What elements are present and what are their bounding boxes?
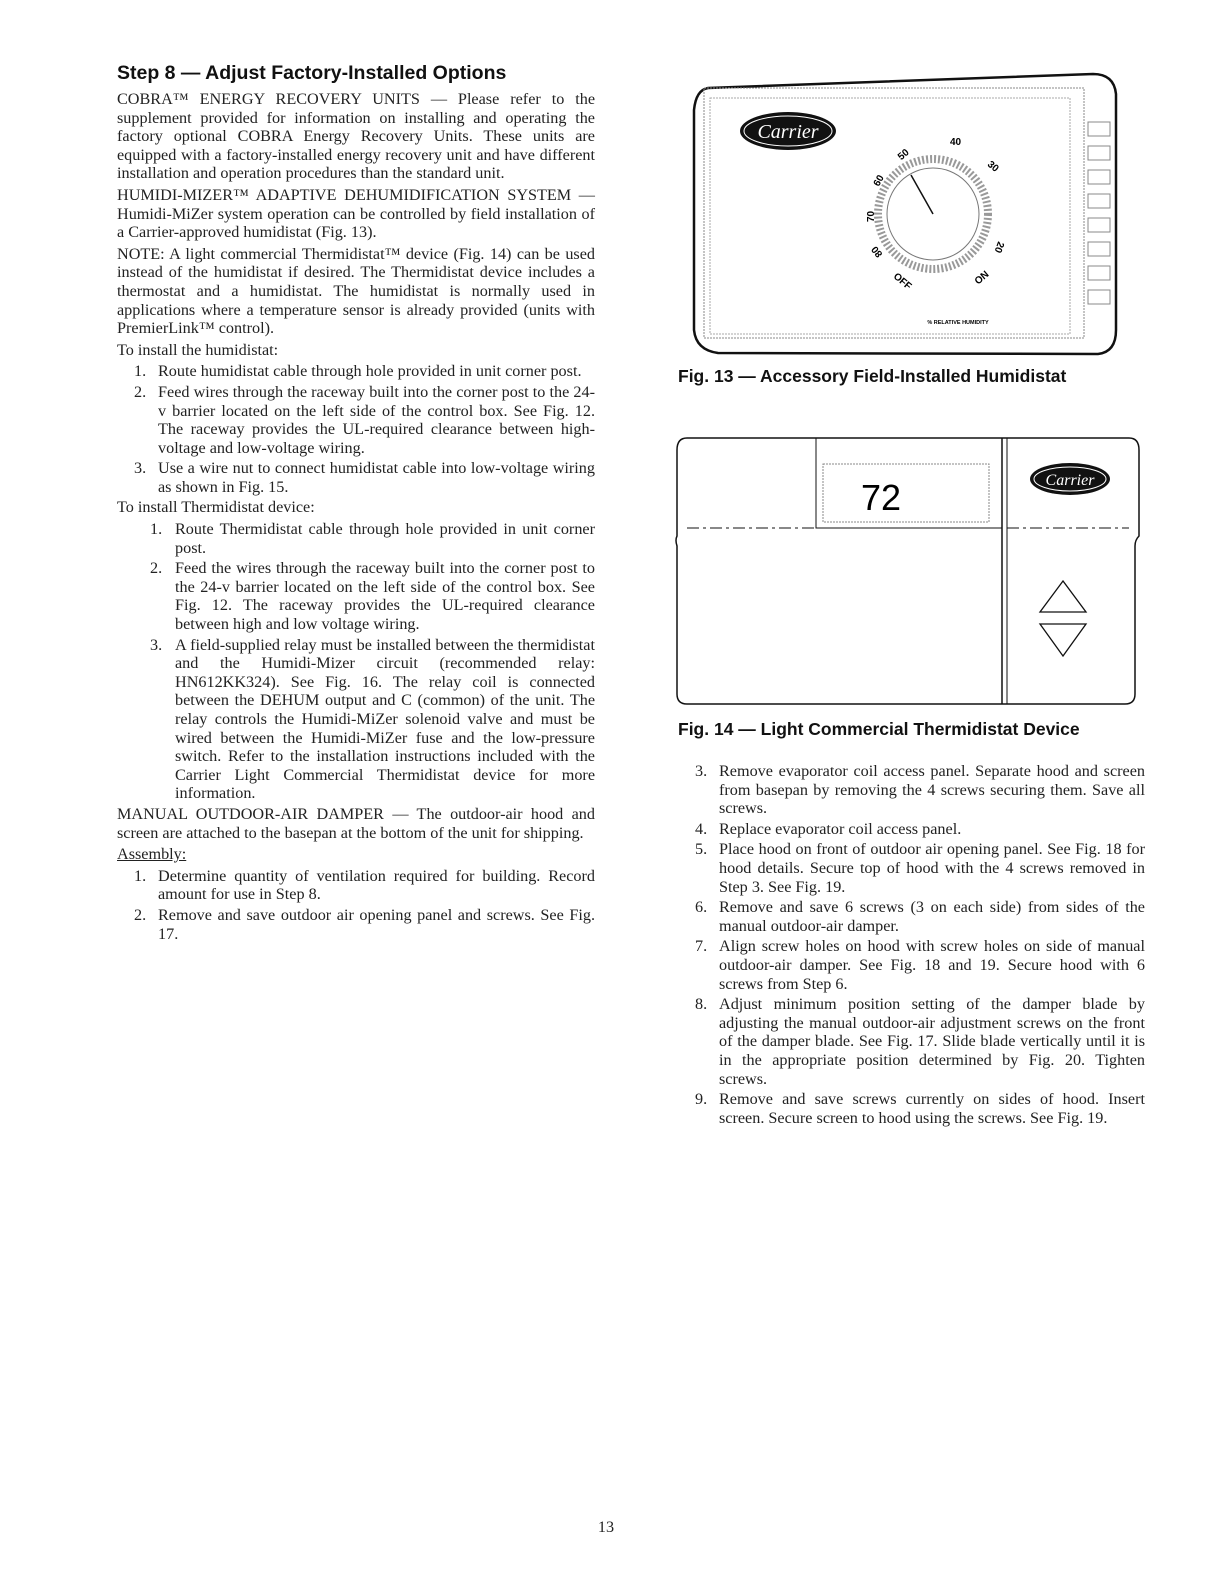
list-number: 9. <box>695 1090 708 1109</box>
thermidistat-drawing <box>673 436 1143 708</box>
list-text: Remove and save outdoor air opening panel and screws. See Fig. 17. <box>158 905 595 943</box>
assembly-steps-continued <box>678 762 1145 1127</box>
right-column <box>678 762 1145 1129</box>
list-text: Replace evaporator coil access panel. <box>719 819 962 838</box>
list-text: A field-supplied relay must be installed between the thermidistat and the Humidi-Mizer circuit (recommended relay: HN612KK324). See Fig. 16. The relay coil is connected between the DEHUM output and C (common) of the unit. The relay controls the Humidi-MiZer solenoid valve and must be wired between the Humidi-MiZer fuse and the low-pressure switch. Refer to the installation instructions included with the Carrier Light Commercial Thermidistat device for more information. <box>175 635 595 803</box>
dial-label: 30 <box>984 159 1001 175</box>
list-item <box>117 906 595 943</box>
paragraph-thermidistat-intro: To install Thermidistat device: <box>117 498 315 517</box>
list-item <box>678 995 1145 1088</box>
list-item <box>678 820 1145 839</box>
list-number: 4. <box>695 819 708 838</box>
dial-label: 50 <box>895 147 912 163</box>
list-item <box>117 559 595 633</box>
fig14-caption: Fig. 14 — Light Commercial Thermidistat Device <box>678 719 1080 739</box>
thermidistat-figure <box>673 436 1143 708</box>
list-item <box>678 937 1145 993</box>
humidistat-figure <box>688 60 1128 360</box>
list-number: 6. <box>695 898 708 917</box>
list-item <box>678 840 1145 896</box>
list-text: Align screw holes on hood with screw holes on side of manual outdoor-air damper. See Fig. 18 and 19. Secure hood with 6 screws from Step 6. <box>719 937 1145 993</box>
list-item <box>678 898 1145 935</box>
list-item <box>117 520 595 557</box>
list-number: 7. <box>695 937 708 956</box>
list-item <box>117 636 595 803</box>
list-text: Determine quantity of ventilation required for building. Record amount for use in Step 8. <box>158 866 595 904</box>
list-number: 8. <box>695 995 708 1014</box>
list-number: 1. <box>134 866 147 885</box>
list-number: 3. <box>695 762 708 780</box>
list-number: 5. <box>695 840 708 859</box>
list-number: 1. <box>134 362 147 381</box>
dial-label: 70 <box>866 210 877 222</box>
page-number: 13 <box>597 1518 615 1536</box>
list-item <box>117 362 595 381</box>
list-number: 2. <box>134 382 147 401</box>
list-item <box>117 867 595 904</box>
dial-label: 20 <box>991 239 1006 255</box>
paragraph-humidimizer: HUMIDI-MIZER™ ADAPTIVE DEHUMIDIFICATION SYSTEM — Humidi-MiZer system operation can be controlled by field installation of a Carrier-approved humidistat (Fig. 13). <box>117 185 595 242</box>
list-text: Feed the wires through the raceway built into the corner post to the 24-v barrier located on the left side of the control box. See Fig. 12. The raceway provides the UL-required clearance between high and low voltage wiring. <box>175 559 595 634</box>
thermidistat-steps <box>117 520 595 803</box>
carrier-logo: Carrier <box>757 121 819 143</box>
list-item <box>117 459 595 496</box>
list-text: Feed wires through the raceway built into the corner post to the 24-v barrier located on the left side of the control box. See Fig. 12. The raceway provides the UL-required clearance between high-voltage and low-voltage wiring. <box>158 382 595 457</box>
temperature-display: 72 <box>861 477 902 518</box>
section-heading: Step 8 — Adjust Factory-Installed Options <box>117 62 507 84</box>
humidistat-steps <box>117 362 595 496</box>
list-number: 3. <box>150 635 163 654</box>
paragraph-note: NOTE: A light commercial Thermidistat™ device (Fig. 14) can be used instead of the humidistat if desired. The Thermidistat device includes a thermostat and a humidistat. The humidistat is normally used in applications where a temperature sensor is already provided (units with PremierLink™ control). <box>117 244 595 338</box>
list-number: 1. <box>150 520 163 539</box>
humidistat-drawing <box>688 60 1128 360</box>
carrier-logo: Carrier <box>1045 472 1095 489</box>
list-text: Place hood on front of outdoor air opening panel. See Fig. 18 for hood details. Secure top of hood with the 4 screws removed in Step 3. See Fig. 19. <box>719 840 1145 896</box>
list-item <box>117 383 595 457</box>
list-text: Route humidistat cable through hole provided in unit corner post. <box>158 362 582 381</box>
assembly-heading: Assembly: <box>117 845 187 864</box>
list-number: 2. <box>150 559 163 578</box>
down-arrow-icon <box>1040 624 1086 656</box>
list-text: Remove evaporator coil access panel. Separate hood and screen from basepan by removing the 4 screws securing them. Save all screws. <box>719 762 1145 818</box>
dial-label: 60 <box>871 173 887 189</box>
list-text: Remove and save 6 screws (3 on each side) from sides of the manual outdoor-air damper. <box>719 898 1145 935</box>
dial-label: OFF <box>890 271 914 293</box>
list-text: Use a wire nut to connect humidistat cable into low-voltage wiring as shown in Fig. 15. <box>158 459 595 496</box>
up-arrow-icon <box>1040 581 1086 612</box>
paragraph-humidistat-intro: To install the humidistat: <box>117 340 279 359</box>
dial-label: 40 <box>950 137 962 148</box>
list-text: Remove and save screws currently on sides of hood. Insert screen. Secure screen to hood using the screws. See Fig. 19. <box>719 1090 1145 1127</box>
dial-label: ON <box>972 269 992 288</box>
assembly-steps <box>117 867 595 943</box>
paragraph-cobra: COBRA™ ENERGY RECOVERY UNITS — Please refer to the supplement provided for information on installing and operating the factory optional COBRA Energy Recovery Units. These units are equipped with a factory-installed energy recovery unit and have different installation and operation procedures than the standard unit. <box>117 90 595 183</box>
left-column <box>117 62 595 945</box>
fig13-caption: Fig. 13 — Accessory Field-Installed Humidistat <box>678 366 1067 386</box>
list-number: 2. <box>134 905 147 924</box>
list-text: Adjust minimum position setting of the damper blade by adjusting the manual outdoor-air adjustment screws on the front of the damper blade. See Fig. 17. Slide blade vertically until it is in the appropriate position determined by Fig. 20. Tighten screws. <box>719 995 1145 1088</box>
list-item <box>678 762 1145 818</box>
list-text: Route Thermidistat cable through hole provided in unit corner post. <box>175 520 595 557</box>
list-number: 3. <box>134 459 147 478</box>
relative-humidity-label: % RELATIVE HUMIDITY <box>927 320 989 326</box>
paragraph-damper: MANUAL OUTDOOR-AIR DAMPER — The outdoor-air hood and screen are attached to the basepan at the bottom of the unit for shipping. <box>117 804 595 842</box>
dial-label: 80 <box>869 243 886 260</box>
list-item <box>678 1090 1145 1127</box>
